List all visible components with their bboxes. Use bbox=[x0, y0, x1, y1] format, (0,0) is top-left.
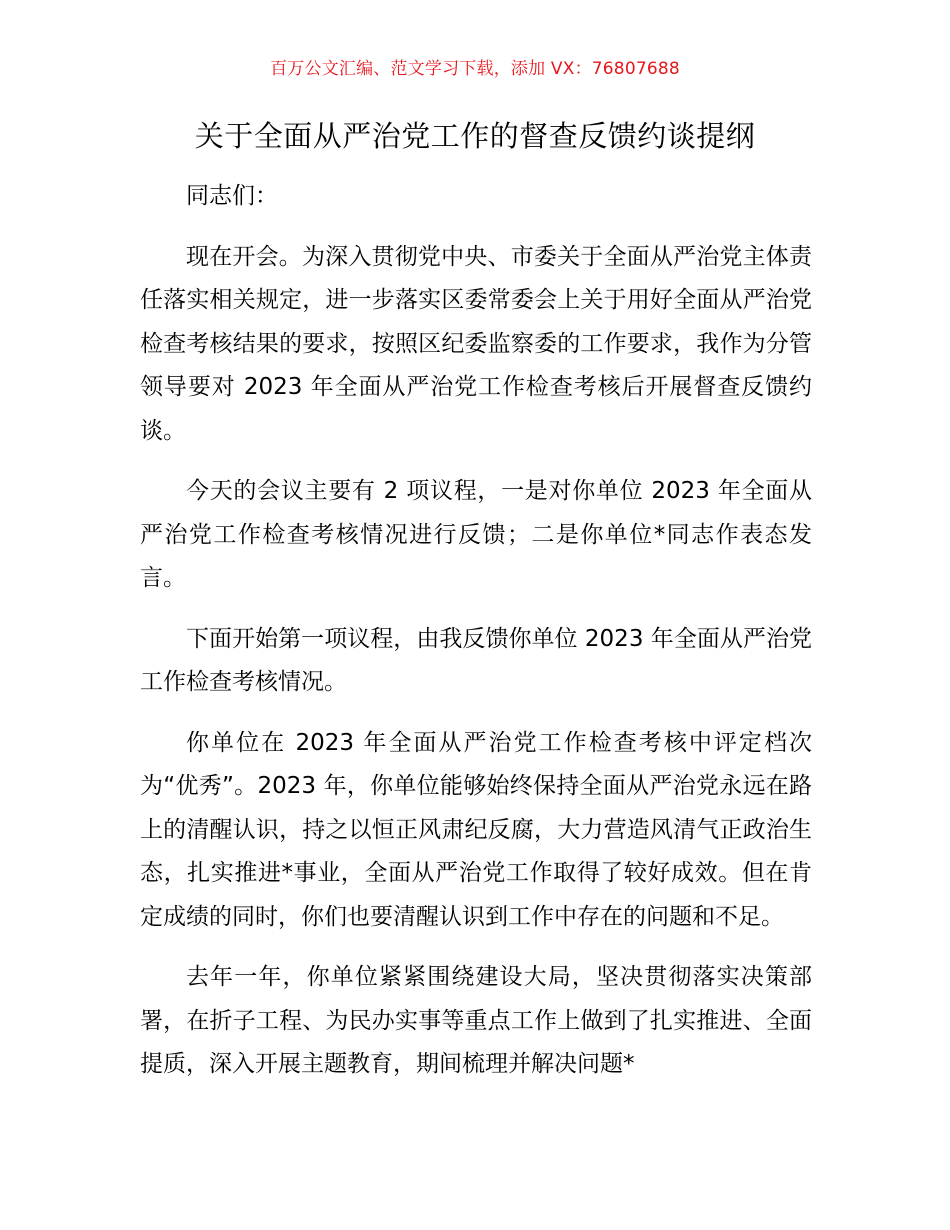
paragraph-opening: 现在开会。为深入贯彻党中央、市委关于全面从严治党主体责任落实相关规定，进一步落实区委常委会上关于用好全面从严治党检查考核结果的要求，按照区纪委监察委的工作要求，我作为分管领导要对 2023 年全面从严治党工作检查考核后开展督查反馈约谈。 bbox=[140, 243, 812, 444]
salutation: 同志们： bbox=[186, 183, 278, 209]
paragraph-evaluation: 你单位在 2023 年全面从严治党工作检查考核中评定档次为“优秀”。2023 年，你单位能够始终保持全面从严治党永远在路上的清醒认识，持之以恒正风肃纪反腐，大力营造风清气正政治生态，扎实推进*事业，全面从严治党工作取得了较好成效。但在肯定成绩的同时，你们也要清醒认识到工作中存在的问题和不足。 bbox=[140, 729, 812, 930]
paragraph-first-item: 下面开始第一项议程，由我反馈你单位 2023 年全面从严治党工作检查考核情况。 bbox=[140, 625, 812, 695]
paragraph-last-year: 去年一年，你单位紧紧围绕建设大局，坚决贯彻落实决策部署，在折子工程、为民办实事等重点工作上做到了扎实推进、全面提质，深入开展主题教育，期间梳理并解决问题* bbox=[140, 964, 812, 1077]
paragraph-agenda: 今天的会议主要有 2 项议程，一是对你单位 2023 年全面从严治党工作检查考核情况进行反馈；二是你单位*同志作表态发言。 bbox=[140, 478, 812, 591]
document-body bbox=[140, 175, 812, 1087]
document-title: 关于全面从严治党工作的督查反馈约谈提纲 bbox=[194, 119, 756, 153]
header-banner: 百万公文汇编、范文学习下载，添加 VX：76807688 bbox=[270, 59, 680, 79]
